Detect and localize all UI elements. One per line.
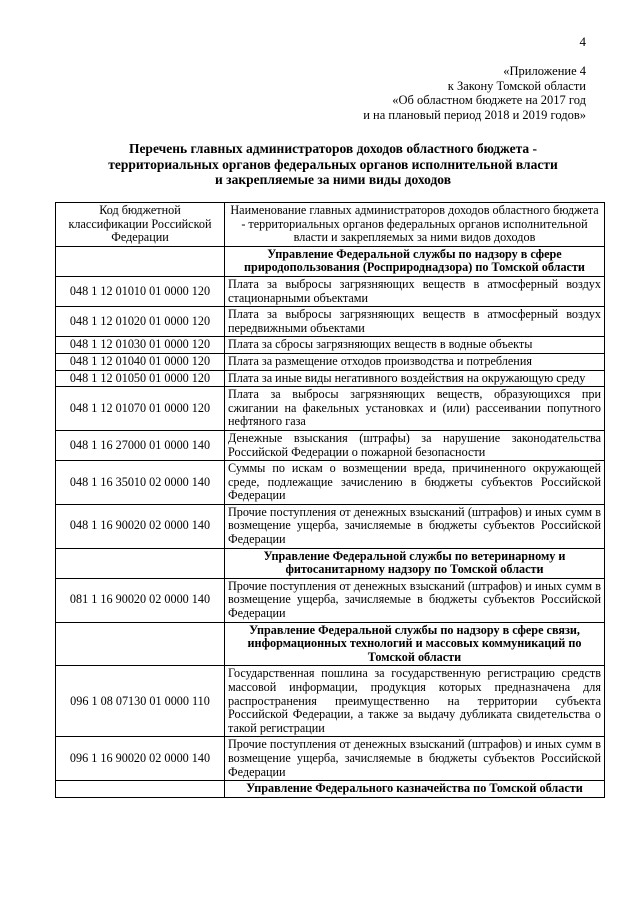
appendix-reference <box>146 64 586 122</box>
section-row <box>56 622 605 666</box>
revenue-administrators-table <box>55 202 605 798</box>
appendix-line: и на плановый период 2018 и 2019 годов» <box>363 107 586 122</box>
revenue-description: Плата за сбросы загрязняющих веществ в водные объекты <box>225 337 605 354</box>
appendix-line: к Закону Томской области <box>447 78 586 93</box>
revenue-description: Государственная пошлина за государственную регистрацию средств массовой информации, продукция которых предназначена для распространения преимущественно на территории субъекта Российской Федерации, а также за выдачу дубликата свидетельства о такой регистрации <box>225 666 605 737</box>
revenue-description: Прочие поступления от денежных взысканий (штрафов) и иных сумм в возмещение ущерба, зачисляемые в бюджеты субъектов Российской Федерации <box>225 578 605 622</box>
appendix-line: «Об областном бюджете на 2017 год <box>392 93 586 107</box>
budget-code: 048 1 12 01040 01 0000 120 <box>56 353 225 370</box>
table-row <box>56 461 605 505</box>
section-code-cell <box>56 622 225 666</box>
budget-code: 048 1 16 27000 01 0000 140 <box>56 430 225 460</box>
title-line: Перечень главных администраторов доходов областного бюджета - <box>128 141 538 156</box>
budget-code: 096 1 08 07130 01 0000 110 <box>56 666 225 737</box>
section-title: Управление Федеральной службы по надзору в сфере связи, информационных технологий и массовых коммуникаций по Томской области <box>225 622 605 666</box>
title-line: и закрепляемые за ними виды доходов <box>215 172 451 187</box>
budget-code: 081 1 16 90020 02 0000 140 <box>56 578 225 622</box>
section-row <box>56 781 605 798</box>
budget-code: 048 1 12 01030 01 0000 120 <box>56 337 225 354</box>
section-title: Управление Федерального казначейства по Томской области <box>225 781 605 798</box>
section-row <box>56 246 605 276</box>
table-row <box>56 504 605 548</box>
section-code-cell <box>56 548 225 578</box>
revenue-description: Денежные взыскания (штрафы) за нарушение законодательства Российской Федерации о пожарной безопасности <box>225 430 605 460</box>
revenue-description: Плата за иные виды негативного воздействия на окружающую среду <box>225 370 605 387</box>
revenue-description: Плата за выбросы загрязняющих веществ в атмосферный воздух стационарными объектами <box>225 276 605 306</box>
header-code-cell: Код бюджетной классификации Российской Федерации <box>56 203 225 247</box>
table-row <box>56 370 605 387</box>
budget-code: 048 1 12 01010 01 0000 120 <box>56 276 225 306</box>
table-row <box>56 276 605 306</box>
revenue-description: Плата за выбросы загрязняющих веществ в атмосферный воздух передвижными объектами <box>225 307 605 337</box>
title-line: территориальных органов федеральных органов исполнительной власти <box>108 156 558 172</box>
budget-code: 096 1 16 90020 02 0000 140 <box>56 737 225 781</box>
revenue-description: Суммы по искам о возмещении вреда, причиненного окружающей среде, подлежащие зачислению в бюджеты субъектов Российской Федерации <box>225 461 605 505</box>
table-row <box>56 307 605 337</box>
header-name-cell: Наименование главных администраторов доходов областного бюджета - территориальных органов федеральных органов исполнительной власти и закрепляемых за ними видов доходов <box>225 203 605 247</box>
table-body <box>56 246 605 797</box>
document-title <box>68 141 598 188</box>
table-row <box>56 337 605 354</box>
budget-code: 048 1 16 90020 02 0000 140 <box>56 504 225 548</box>
page-number: 4 <box>579 34 586 49</box>
section-title: Управление Федеральной службы по надзору в сфере природопользования (Росприроднадзора) по Томской области <box>225 246 605 276</box>
budget-code: 048 1 16 35010 02 0000 140 <box>56 461 225 505</box>
section-title: Управление Федеральной службы по ветеринарному и фитосанитарному надзору по Томской области <box>225 548 605 578</box>
budget-code: 048 1 12 01050 01 0000 120 <box>56 370 225 387</box>
revenue-description: Прочие поступления от денежных взысканий (штрафов) и иных сумм в возмещение ущерба, зачисляемые в бюджеты субъектов Российской Федерации <box>225 504 605 548</box>
table-header-row <box>56 203 605 247</box>
revenue-description: Плата за размещение отходов производства и потребления <box>225 353 605 370</box>
revenue-description: Прочие поступления от денежных взысканий (штрафов) и иных сумм в возмещение ущерба, зачисляемые в бюджеты субъектов Российской Федерации <box>225 737 605 781</box>
section-code-cell <box>56 246 225 276</box>
revenue-description: Плата за выбросы загрязняющих веществ, образующихся при сжигании на факельных установках и (или) рассеивании попутного нефтяного газа <box>225 387 605 431</box>
table-row <box>56 737 605 781</box>
table-row <box>56 430 605 460</box>
section-row <box>56 548 605 578</box>
section-code-cell <box>56 781 225 798</box>
table-row <box>56 666 605 737</box>
table-row <box>56 387 605 431</box>
budget-code: 048 1 12 01070 01 0000 120 <box>56 387 225 431</box>
table-row <box>56 578 605 622</box>
appendix-line: «Приложение 4 <box>503 64 586 78</box>
table-row <box>56 353 605 370</box>
budget-code: 048 1 12 01020 01 0000 120 <box>56 307 225 337</box>
